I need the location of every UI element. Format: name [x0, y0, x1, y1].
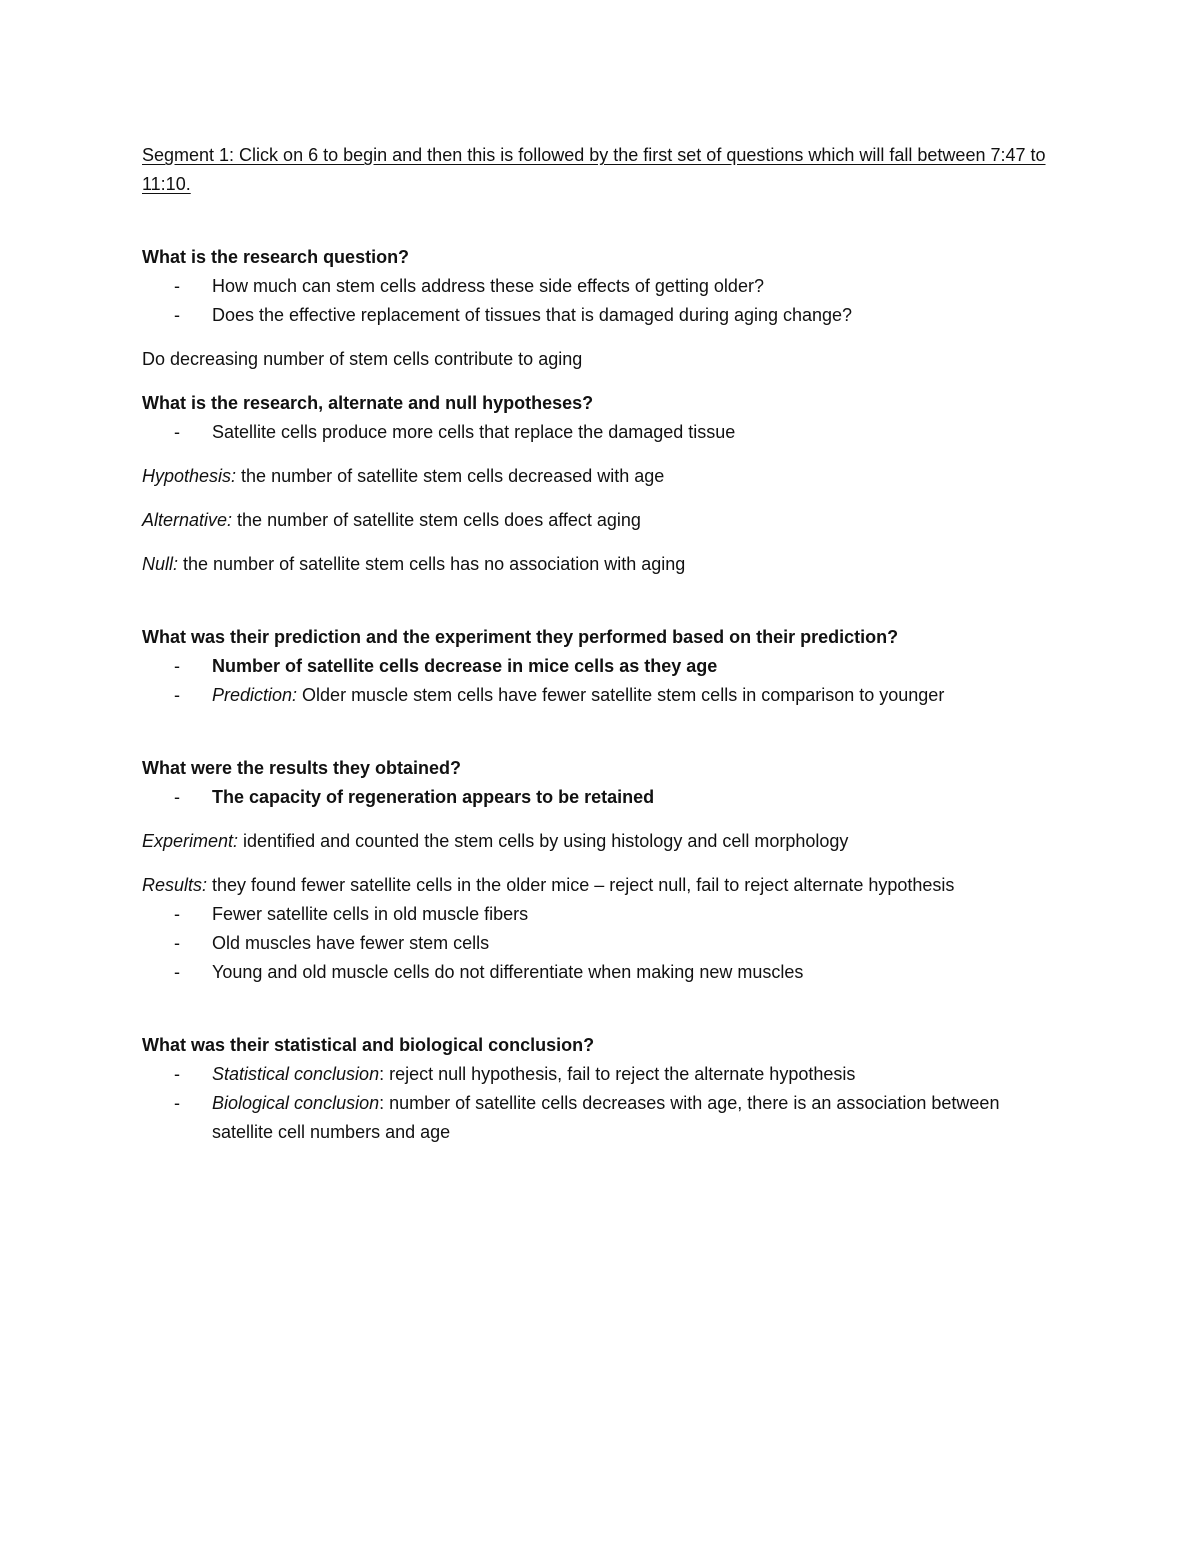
- dash-bullet: -: [174, 276, 180, 296]
- experiment-label: Experiment:: [142, 831, 239, 851]
- document-content: [142, 141, 1062, 1147]
- question-conclusion: What was their statistical and biological conclusion?: [142, 1035, 595, 1055]
- hypothesis-label: Hypothesis:: [142, 466, 237, 486]
- prediction-text: Older muscle stem cells have fewer satellite stem cells in comparison to younger: [297, 685, 945, 705]
- results-list-top: [142, 783, 1062, 812]
- list-item: [142, 301, 1062, 330]
- list-item-text: Number of satellite cells decrease in mice cells as they age: [212, 656, 718, 676]
- dash-bullet: -: [174, 1064, 180, 1084]
- results-list: [142, 900, 1062, 987]
- conclusion-list: [142, 1060, 1062, 1147]
- dash-bullet: -: [174, 933, 180, 953]
- biological-text: : number of satellite cells decreases with age, there is an association between satellite cell numbers and age: [212, 1093, 1000, 1142]
- list-item: [142, 418, 1062, 447]
- question-hypotheses: What is the research, alternate and null hypotheses?: [142, 393, 594, 413]
- prediction-list: [142, 652, 1062, 710]
- dash-bullet: -: [174, 305, 180, 325]
- list-item: [142, 900, 1062, 929]
- null-text: the number of satellite stem cells has no association with aging: [178, 554, 686, 574]
- experiment-text: identified and counted the stem cells by using histology and cell morphology: [238, 831, 849, 851]
- statistical-label: Statistical conclusion: [212, 1064, 380, 1084]
- dash-bullet: -: [174, 904, 180, 924]
- list-item: [142, 681, 1062, 710]
- alternative-text: the number of satellite stem cells does affect aging: [232, 510, 641, 530]
- question-research: What is the research question?: [142, 247, 410, 267]
- results-text: they found fewer satellite cells in the older mice – reject null, fail to reject alternate hypothesis: [207, 875, 955, 895]
- question-results: What were the results they obtained?: [142, 758, 462, 778]
- list-item: [142, 958, 1062, 987]
- dash-bullet: -: [174, 1093, 180, 1113]
- list-item-text: Old muscles have fewer stem cells: [212, 933, 490, 953]
- null-label: Null:: [142, 554, 179, 574]
- dash-bullet: -: [174, 962, 180, 982]
- list-item: [142, 929, 1062, 958]
- hypotheses-list: [142, 418, 1062, 447]
- results-label: Results:: [142, 875, 208, 895]
- segment-title: Segment 1: Click on 6 to begin and then this is followed by the first set of questions which will fall between 7:47 to 11:10.: [142, 145, 1046, 194]
- hypothesis-text: the number of satellite stem cells decreased with age: [236, 466, 665, 486]
- list-item: [142, 652, 1062, 681]
- statistical-text: : reject null hypothesis, fail to reject the alternate hypothesis: [379, 1064, 856, 1084]
- experiment-line: [142, 827, 1062, 856]
- alternative-label: Alternative:: [142, 510, 233, 530]
- question-prediction: What was their prediction and the experiment they performed based on their prediction?: [142, 627, 899, 647]
- list-item: [142, 1060, 1062, 1089]
- list-item-text: Satellite cells produce more cells that replace the damaged tissue: [212, 422, 736, 442]
- results-line: [142, 871, 1062, 900]
- null-line: [142, 550, 1062, 579]
- list-item-text: Does the effective replacement of tissues that is damaged during aging change?: [212, 305, 853, 325]
- list-item: [142, 783, 1062, 812]
- biological-label: Biological conclusion: [212, 1093, 380, 1113]
- hypothesis-line: [142, 462, 1062, 491]
- list-item-text: How much can stem cells address these side effects of getting older?: [212, 276, 764, 296]
- dash-bullet: -: [174, 656, 180, 676]
- prediction-label: Prediction:: [212, 685, 298, 705]
- dash-bullet: -: [174, 422, 180, 442]
- dash-bullet: -: [174, 787, 180, 807]
- list-item: [142, 272, 1062, 301]
- alternative-line: [142, 506, 1062, 535]
- dash-bullet: -: [174, 685, 180, 705]
- list-item-text: The capacity of regeneration appears to be retained: [212, 787, 655, 807]
- research-question-list: [142, 272, 1062, 330]
- list-item-text: Young and old muscle cells do not differentiate when making new muscles: [212, 962, 804, 982]
- list-item-text: Fewer satellite cells in old muscle fibers: [212, 904, 529, 924]
- list-item: [142, 1089, 1062, 1147]
- research-statement: Do decreasing number of stem cells contribute to aging: [142, 349, 583, 369]
